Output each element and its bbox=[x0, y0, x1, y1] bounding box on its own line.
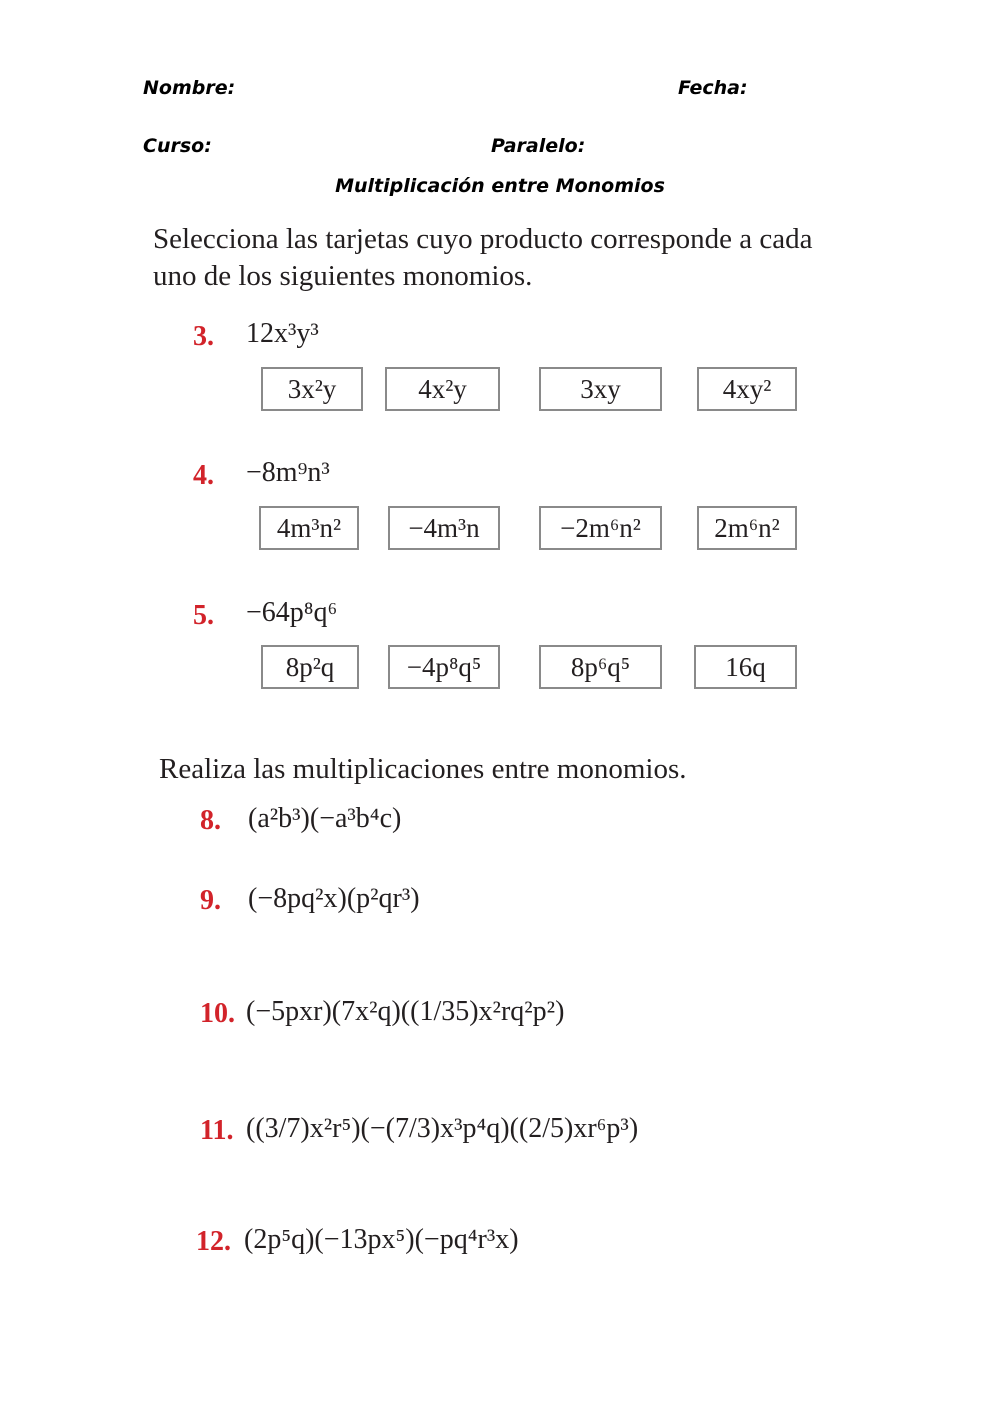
exercise-4-number: 4. bbox=[193, 460, 214, 491]
exercise-4-card-4[interactable]: 2m⁶n² bbox=[697, 506, 797, 550]
exercise-4-card-1[interactable]: 4m³n² bbox=[259, 506, 359, 550]
section1-instruction-line1: Selecciona las tarjetas cuyo producto corresponde a cada bbox=[153, 223, 813, 255]
section1-instruction-line2: uno de los siguientes monomios. bbox=[153, 260, 533, 292]
curso-label: Curso: bbox=[143, 135, 212, 157]
nombre-label: Nombre: bbox=[143, 77, 236, 99]
exercise-3-card-1[interactable]: 3x²y bbox=[261, 367, 363, 411]
exercise-4-card-3[interactable]: −2m⁶n² bbox=[539, 506, 662, 550]
exercise-8-expression: (a²b³)(−a³b⁴c) bbox=[248, 803, 402, 834]
exercise-4-expression: −8m⁹n³ bbox=[246, 457, 330, 488]
exercise-8-number: 8. bbox=[200, 805, 221, 836]
exercise-5-card-1[interactable]: 8p²q bbox=[261, 645, 359, 689]
exercise-11-expression: ((3/7)x²r⁵)(−(7/3)x³p⁴q)((2/5)xr⁶p³) bbox=[246, 1113, 639, 1144]
exercise-3-card-2[interactable]: 4x²y bbox=[385, 367, 500, 411]
exercise-3-number: 3. bbox=[193, 321, 214, 352]
fecha-label: Fecha: bbox=[678, 77, 748, 99]
exercise-3-card-4[interactable]: 4xy² bbox=[697, 367, 797, 411]
paralelo-label: Paralelo: bbox=[491, 135, 586, 157]
exercise-4-card-2[interactable]: −4m³n bbox=[388, 506, 500, 550]
exercise-3-expression: 12x³y³ bbox=[246, 318, 319, 349]
exercise-10-expression: (−5pxr)(7x²q)((1/35)x²rq²p²) bbox=[246, 996, 565, 1027]
exercise-3-card-3[interactable]: 3xy bbox=[539, 367, 662, 411]
exercise-5-card-3[interactable]: 8p⁶q⁵ bbox=[539, 645, 662, 689]
exercise-11-number: 11. bbox=[200, 1115, 234, 1146]
exercise-5-expression: −64p⁸q⁶ bbox=[246, 597, 338, 628]
exercise-5-card-4[interactable]: 16q bbox=[694, 645, 797, 689]
exercise-5-number: 5. bbox=[193, 600, 214, 631]
exercise-9-number: 9. bbox=[200, 885, 221, 916]
exercise-9-expression: (−8pq²x)(p²qr³) bbox=[248, 883, 420, 914]
exercise-12-expression: (2p⁵q)(−13px⁵)(−pq⁴r³x) bbox=[244, 1224, 519, 1255]
exercise-12-number: 12. bbox=[196, 1226, 231, 1257]
section2-instruction: Realiza las multiplicaciones entre monomios. bbox=[159, 753, 687, 785]
page-title: Multiplicación entre Monomios bbox=[335, 175, 665, 197]
exercise-10-number: 10. bbox=[200, 998, 235, 1029]
exercise-5-card-2[interactable]: −4p⁸q⁵ bbox=[388, 645, 500, 689]
